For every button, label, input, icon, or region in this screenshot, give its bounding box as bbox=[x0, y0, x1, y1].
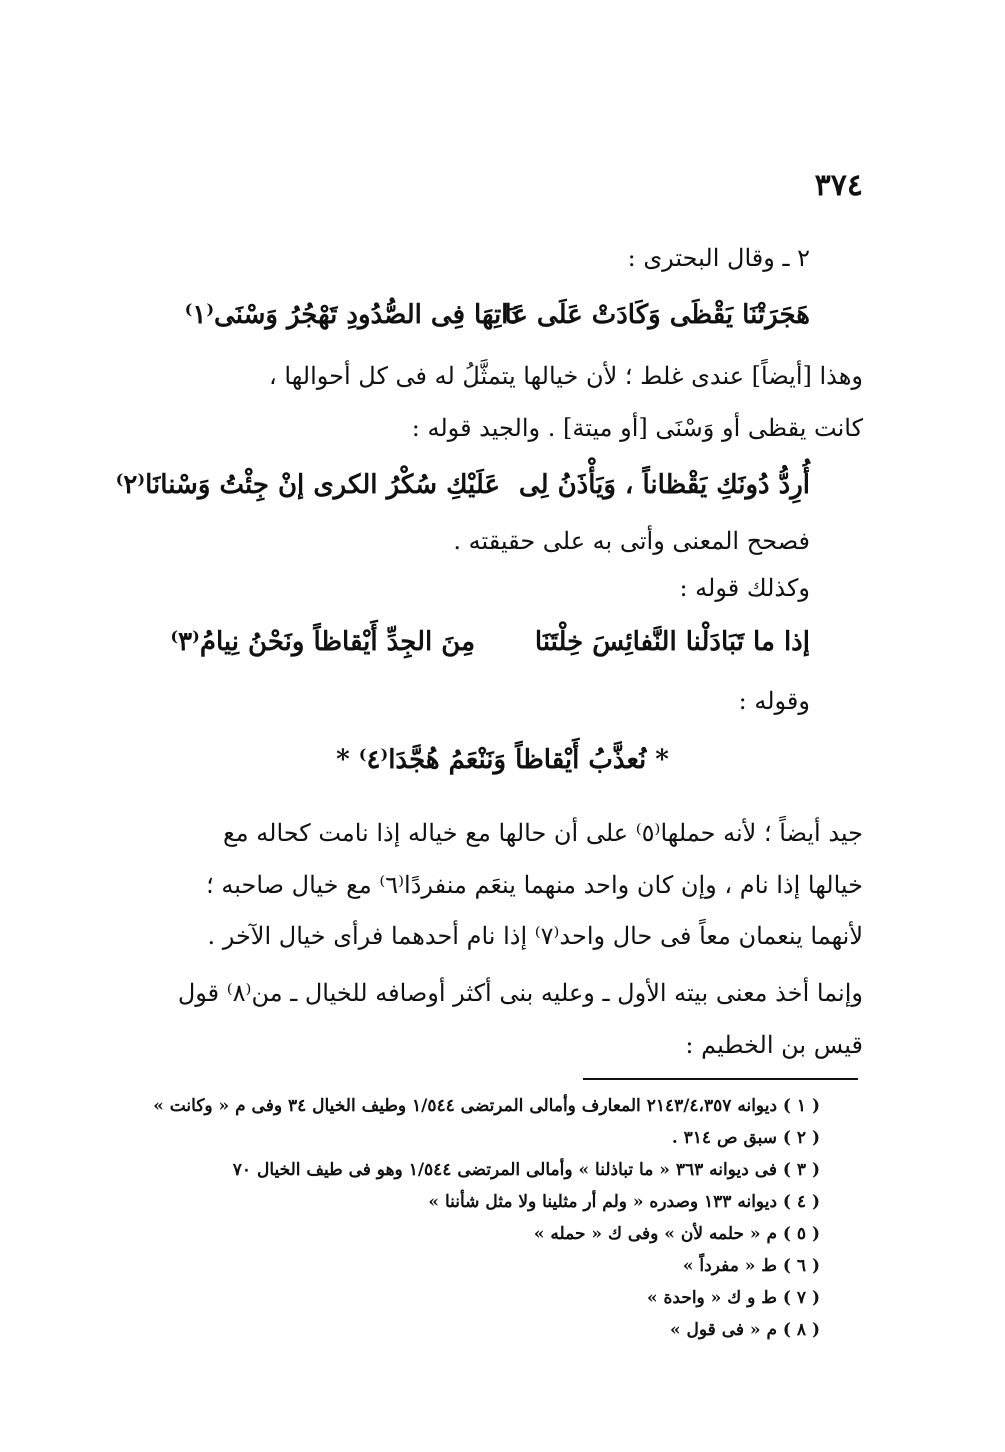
line-4: فصحح المعنى وأتى به على حقيقته . bbox=[453, 527, 810, 555]
footnote-5: ( ٥ ) م « حلمه لأن » وفى ك « حمله » bbox=[533, 1224, 820, 1244]
footnote-1: ( ١ ) ديوانه ٢١٤٣/٤،٣٥٧ المعارف وأمالى المرتضى ١/٥٤٤ وطيف الخيال ٣٤ وفى م « وكانت » bbox=[153, 1096, 820, 1116]
line-2: وهذا [أيضاً] عندى غلط ؛ لأن خيالها يتمثَّلُ له فى كل أحوالها ، bbox=[269, 362, 863, 390]
verse-1-second-hemistich: دَاتِهَا فِى الصُّدُودِ تَهْجُرُ وَسْنَى⁽١⁾ bbox=[184, 300, 520, 330]
paragraph-line-5: قيس بن الخطيم : bbox=[685, 1031, 863, 1059]
paragraph-line-2: خيالها إذا نام ، وإن كان واحد منهما ينعَم منفردًا⁽٦⁾ مع خيال صاحبه ؛ bbox=[206, 871, 863, 899]
footnote-3: ( ٣ ) فى ديوانه ٣٦٣ « ما تباذلنا » وأمالى المرتضى ١/٥٤٤ وهو فى طيف الخيال ٧٠ bbox=[232, 1160, 820, 1180]
page-number: ٣٧٤ bbox=[814, 168, 863, 203]
verse-3-first-hemistich: إذا ما تَبَادَلْنا النَّفائِسَ خِلْتَنَا bbox=[534, 627, 810, 657]
footnote-6: ( ٦ ) ط « مفرداً » bbox=[682, 1256, 820, 1276]
paragraph-line-3: لأنهما ينعمان معاً فى حال واحد⁽٧⁾ إذا نام أحدهما فرأى خيال الآخر . bbox=[207, 922, 863, 950]
footnote-2: ( ٢ ) سبق ص ٣١٤ . bbox=[671, 1128, 820, 1148]
line-5: وكذلك قوله : bbox=[679, 574, 810, 602]
paragraph-line-1: جيد أيضاً ؛ لأنه حملها⁽٥⁾ على أن حالها مع خياله إذا نامت كحاله مع bbox=[223, 819, 863, 847]
footnote-8: ( ٨ ) م « فى قول » bbox=[670, 1320, 820, 1340]
verse-3-second-hemistich: مِنَ الجِدِّ أَيْقاظاً ونَحْنُ نِيامُ⁽٣⁾ bbox=[170, 627, 475, 657]
line-1: ٢ ـ وقال البحترى : bbox=[627, 244, 810, 272]
footnote-7: ( ٧ ) ط و ك « واحدة » bbox=[646, 1288, 820, 1308]
footnote-divider bbox=[583, 1078, 858, 1080]
line-6: وقوله : bbox=[738, 687, 810, 715]
paragraph-line-4: وإنما أخذ معنى بيته الأول ـ وعليه بنى أكثر أوصافه للخيال ـ من⁽٨⁾ قول bbox=[177, 979, 863, 1007]
footnote-4: ( ٤ ) ديوانه ١٣٣ وصدره « ولم أر مثلينا ولا مثل شأننا » bbox=[428, 1192, 820, 1212]
line-3: كانت يقظى أو وَسْنَى [أو ميتة] . والجيد قوله : bbox=[411, 414, 863, 442]
verse-2-second-hemistich: عَلَيْكِ سُكْرُ الكرى إنْ جِئْتُ وَسْنانَا⁽٢⁾ bbox=[115, 470, 500, 500]
verse-2-first-hemistich: أُرِدُّ دُونَكِ يَقْظاناً ، وَيَأْذَنُ لِى bbox=[518, 470, 810, 500]
verse-1-first-hemistich: هَجَرَتْنَا يَقْظَى وَكَادَتْ عَلَى عَا bbox=[504, 300, 810, 330]
verse-4-single: * نُعذَّبُ أَيْقاظاً وَنَنْعَمُ هُجَّدَا⁽٤⁾ * bbox=[336, 745, 669, 775]
